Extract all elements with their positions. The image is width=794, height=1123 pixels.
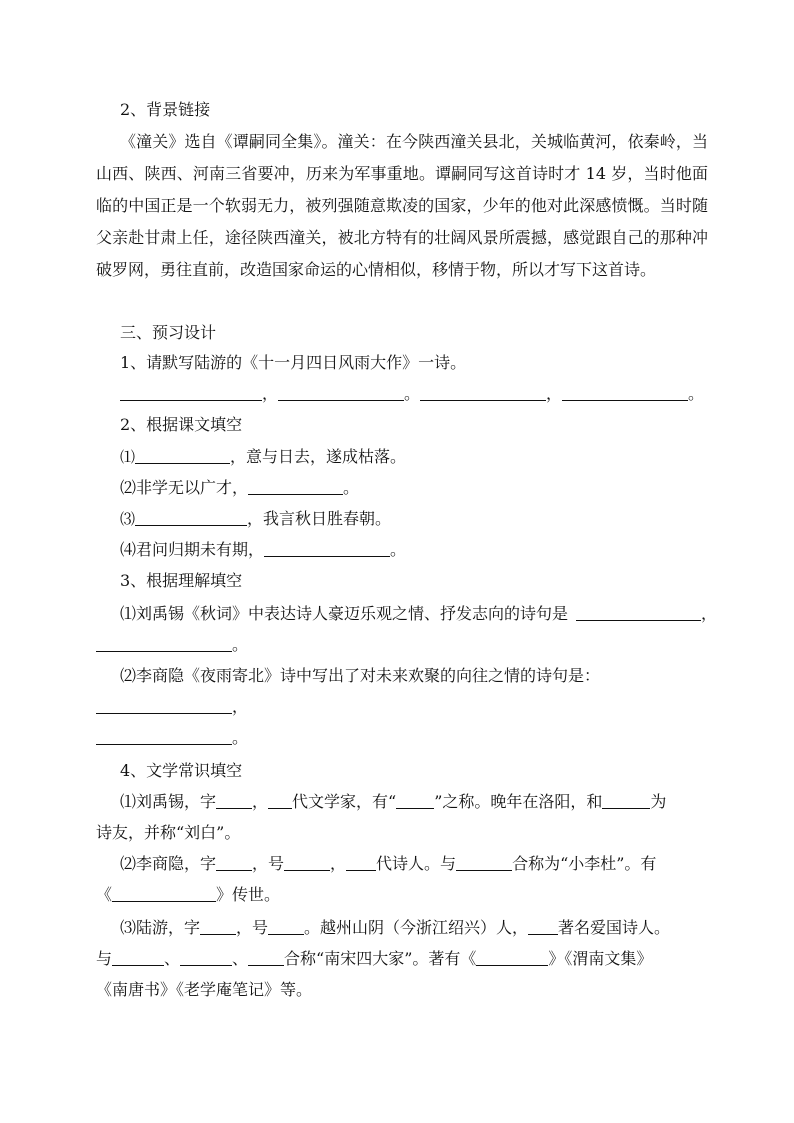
q3-blank-2[interactable] <box>96 637 232 652</box>
q4-item-3-line-3: 《南唐书》《老学庵笔记》等。 <box>96 980 313 999</box>
q4-item-3-line-1: ⑶陆游，字 ，号 。越州山阴（今浙江绍兴）人， 著名爱国诗人。 <box>120 918 671 937</box>
q4-item-2-line-1: ⑵李商隐，字 ，号 ， 代诗人。与 合称为“小李杜”。有 <box>120 854 657 873</box>
q4-blank-poet-c[interactable] <box>248 951 284 966</box>
q2-item-3: ⑶ ，我言秋日胜春朝。 <box>120 509 392 528</box>
q3-item-1: ⑴刘禹锡《秋词》中表达诗人豪迈乐观之情、抒发志向的诗句是 ， <box>120 604 718 623</box>
q4-item-1-line-1: ⑴刘禹锡，字 ， 代文学家，有“ ”之称。晚年在洛阳，和 为 <box>120 792 667 811</box>
q2-item-1: ⑴ ，意与日去，遂成枯落。 <box>120 447 407 466</box>
q2-blank-1[interactable] <box>135 449 230 464</box>
q4-title: 4、文学常识填空 <box>120 761 243 780</box>
background-text: 《潼关》选自《谭嗣同全集》。潼关：在今陕西潼关县北，关城临黄河，依秦岭，当山西、陕西、河南三省要冲，历来为军事重地。谭嗣同写这首诗时才 14 岁，当时他面临的中国正是一个软弱无力，被列强随意欺凌的国家，少年的他对此深感愤慨。当时随父亲赴甘肃上任，途径陕西潼关，被北方特有的壮阔风景所震撼，感觉跟自己的那种冲破罗网，勇往直前，改造国家命运的心情相似，移情于物，所以才写下这首诗。 <box>96 132 708 279</box>
q3-item-2: ⑵李商隐《夜雨寄北》诗中写出了对未来欢聚的向往之情的诗句是： <box>120 666 601 685</box>
q1-blank-4[interactable] <box>562 386 688 401</box>
q3-item-2-line-2: 。 <box>96 728 706 748</box>
q3-title: 3、根据理解填空 <box>120 571 243 590</box>
q4-blank-dynasty-2[interactable] <box>346 856 376 871</box>
q1-blank-3[interactable] <box>420 386 546 401</box>
q2-blank-3[interactable] <box>135 511 247 526</box>
section-2-title: 2、背景链接 <box>120 100 211 119</box>
q3-blank-3[interactable] <box>96 699 232 714</box>
q2-blank-4[interactable] <box>264 542 390 557</box>
q4-blank-zi-3[interactable] <box>200 920 236 935</box>
q4-blank-work-3[interactable] <box>476 951 548 966</box>
q1-blank-2[interactable] <box>278 386 404 401</box>
q3-item-1-cont: 。 <box>96 635 706 655</box>
q4-blank-zi-1[interactable] <box>216 794 252 809</box>
q1-title: 1、请默写陆游的《十一月四日风雨大作》一诗。 <box>120 353 467 372</box>
q3-item-2-line-1: ， <box>96 697 706 717</box>
q3-blank-4[interactable] <box>96 730 232 745</box>
q4-blank-title-1[interactable] <box>396 794 434 809</box>
q4-blank-peer-2[interactable] <box>456 856 512 871</box>
section-3-title: 三、预习设计 <box>120 323 217 342</box>
q2-title: 2、根据课文填空 <box>120 415 243 434</box>
q4-blank-hao-3[interactable] <box>268 920 304 935</box>
q4-blank-dynasty-3[interactable] <box>528 920 558 935</box>
q4-blank-hao-2[interactable] <box>284 856 330 871</box>
q2-item-2: ⑵非学无以广才， 。 <box>120 478 360 497</box>
q2-blank-2[interactable] <box>248 480 343 495</box>
q4-blank-work-2[interactable] <box>112 887 216 902</box>
q4-blank-dynasty-1[interactable] <box>268 794 292 809</box>
q4-blank-poet-b[interactable] <box>180 951 232 966</box>
q2-item-4: ⑷君问归期未有期， 。 <box>120 540 407 559</box>
q3-blank-1[interactable] <box>576 606 701 621</box>
q4-blank-friend-1[interactable] <box>602 794 650 809</box>
background-paragraph <box>96 126 708 286</box>
q4-blank-zi-2[interactable] <box>216 856 252 871</box>
q1-answer-line: ， 。 ， 。 <box>120 384 730 404</box>
q4-blank-poet-a[interactable] <box>112 951 164 966</box>
q4-item-3-line-2: 与 、 、 合称“南宋四大家”。著有《 》《渭南文集》 <box>96 949 653 968</box>
q4-item-1-line-2: 诗友，并称“刘白”。 <box>96 823 241 842</box>
q1-blank-1[interactable] <box>120 386 262 401</box>
q4-item-2-line-2: 《 》传世。 <box>96 885 281 904</box>
